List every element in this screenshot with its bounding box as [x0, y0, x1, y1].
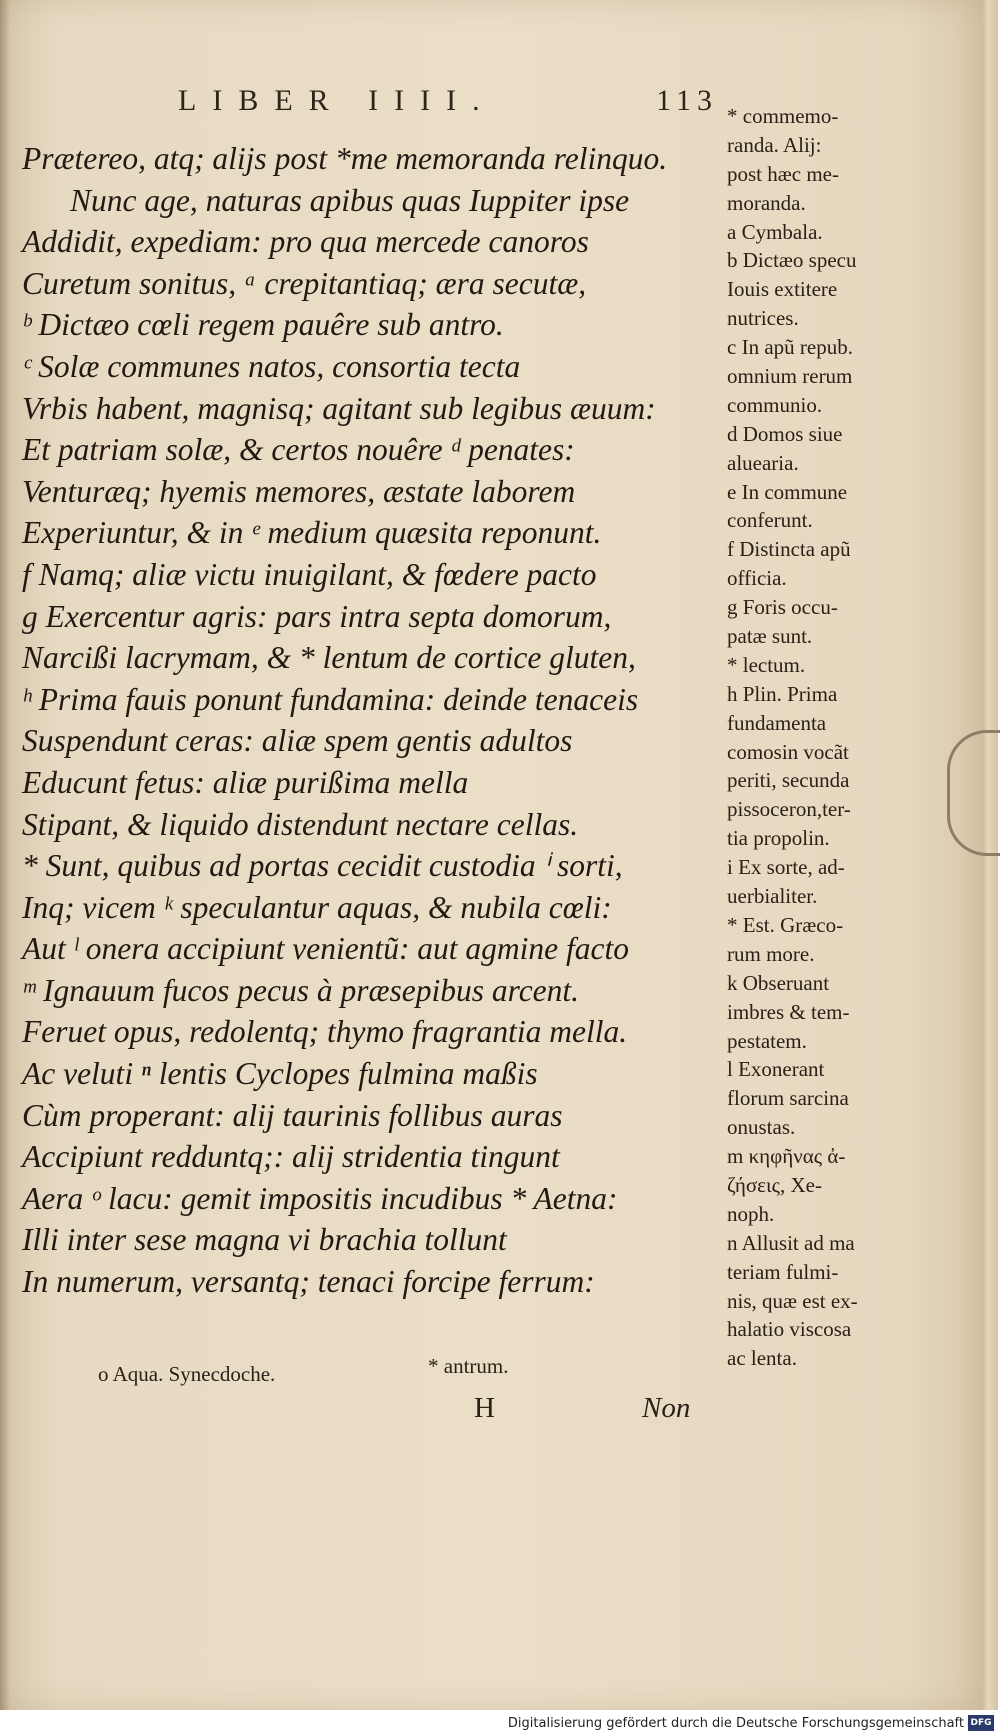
margin-note-line: randa. Alij:	[727, 132, 822, 157]
margin-note-line: e In commune	[727, 479, 848, 504]
margin-note-line: omnium rerum	[727, 364, 853, 389]
poem-line: Suspendunt ceras: aliæ spem gentis adultos	[22, 723, 573, 759]
signature-line	[474, 1392, 714, 1432]
poem-line: Ac veluti ⁿ lentis Cyclopes fulmina maßis	[22, 1056, 538, 1092]
margin-note-line: nis, quæ est ex-	[727, 1288, 858, 1313]
poem-line: Venturæq; hyemis memores, æstate laborem	[22, 473, 576, 509]
catchword: Non	[642, 1392, 691, 1424]
poem-line: Accipiunt redduntq;: alij stridentia tingunt	[22, 1139, 560, 1175]
poem-line: ʰ Prima fauis ponunt fundamina: deinde tenaceis	[22, 681, 639, 717]
margin-note-line: teriam fulmi-	[727, 1259, 839, 1284]
poem-line: Inq; vicem ᵏ speculantur aquas, & nubila cœli:	[22, 889, 612, 925]
margin-note-line: pestatem.	[727, 1028, 807, 1053]
poem-line: Prætereo, atq; alijs post *me memoranda relinquo.	[22, 141, 668, 176]
margin-note-line: fundamenta	[727, 710, 827, 735]
margin-note-line: i Ex sorte, ad-	[727, 855, 845, 880]
running-title: LIBER IIII.	[178, 84, 496, 117]
margin-note-line: onustas.	[727, 1115, 796, 1140]
margin-note-line: f Distincta apũ	[727, 537, 851, 562]
margin-note-line: tia propolin.	[727, 826, 830, 851]
margin-note-line: n Allusit ad ma	[727, 1230, 855, 1255]
poem-line: g Exercentur agris: pars intra septa domorum,	[22, 598, 612, 634]
poem-line: Educunt fetus: aliæ purißima mella	[22, 764, 469, 800]
margin-note-line: ac lenta.	[727, 1346, 797, 1371]
poem-line: Aera ᵒ lacu: gemit impositis incudibus * Aetna:	[22, 1180, 618, 1216]
poem-line: Narcißi lacrymam, & * lentum de cortice gluten,	[22, 640, 636, 676]
poem-text	[22, 138, 722, 1303]
margin-note-line: imbres & tem-	[727, 999, 850, 1024]
poem-line: Cùm properant: alij taurinis follibus auras	[22, 1097, 563, 1133]
footer-credit: Digitalisierung gefördert durch die Deutsche Forschungsgemeinschaft	[507, 1716, 964, 1731]
poem-line: Aut ˡ onera accipiunt venientũ: aut agmine facto	[22, 931, 630, 967]
margin-note-line: communio.	[727, 392, 823, 417]
margin-note-line: m κηφῆνας ἀ-	[727, 1144, 846, 1169]
poem-line: Nunc age, naturas apibus quas Iuppiter ipse	[70, 182, 630, 218]
margin-note-line: * commemo-	[727, 104, 839, 128]
margin-note-line: Iouis extitere	[727, 277, 838, 302]
margin-note-line: ζήσεις, Xe-	[727, 1172, 822, 1197]
poem-line: ᵇ Dictæo cœli regem pauêre sub antro.	[22, 307, 504, 343]
margin-note-line: patæ sunt.	[727, 624, 813, 649]
poem-line: ᵐ Ignauum fucos pecus à præsepibus arcent.	[22, 972, 580, 1008]
margin-note-line: l Exonerant	[727, 1057, 825, 1082]
poem-line: f Namq; aliæ victu inuigilant, & fœdere pacto	[22, 556, 597, 592]
bottom-note-right: * antrum.	[428, 1354, 509, 1378]
margin-note-line: moranda.	[727, 190, 806, 215]
poem-line: Experiuntur, & in ᵉ medium quæsita reponunt.	[22, 515, 602, 551]
book-clasp-mark	[947, 730, 1000, 856]
margin-note-line: k Obseruant	[727, 970, 830, 995]
margin-note-line: d Domos siue	[727, 421, 843, 446]
margin-note-line: pissoceron,ter-	[727, 797, 851, 822]
poem-line: Curetum sonitus, ᵃ crepitantiaq; æra secutæ,	[22, 265, 587, 301]
margin-note-line: nutrices.	[727, 306, 799, 331]
margin-note-line: comosin vocãt	[727, 739, 849, 764]
poem-line: Vrbis habent, magnisq; agitant sub legibus æuum:	[22, 390, 656, 426]
margin-note-line: * lectum.	[727, 652, 806, 677]
margin-note-line: c In apũ repub.	[727, 335, 853, 360]
margin-note-line: b Dictæo specu	[727, 248, 857, 273]
bottom-note-left: o Aqua. Synecdoche.	[98, 1362, 276, 1386]
margin-note-line: officia.	[727, 566, 787, 591]
margin-note-line: a Cymbala.	[727, 219, 823, 244]
margin-note-line: florum sarcina	[727, 1086, 849, 1111]
margin-note-line: periti, secunda	[727, 768, 850, 793]
poem-line: * Sunt, quibus ad portas cecidit custodia ⁱ sorti,	[22, 848, 623, 884]
poem-line: Stipant, & liquido distendunt nectare cellas.	[22, 806, 579, 842]
margin-notes	[727, 102, 907, 1373]
margin-note-line: * Est. Græco-	[727, 912, 844, 937]
margin-note-line: h Plin. Prima	[727, 681, 838, 706]
dfg-logo: DFG	[968, 1715, 994, 1731]
margin-note-line: noph.	[727, 1201, 775, 1226]
margin-note-line: rum more.	[727, 941, 815, 966]
poem-line: In numerum, versantq; tenaci forcipe ferrum:	[22, 1264, 595, 1300]
poem-line: Et patriam solæ, & certos nouêre ᵈ penates:	[22, 432, 575, 468]
footer-bar	[0, 1710, 1000, 1734]
page-number: 113	[656, 84, 718, 117]
poem-line: Feruet opus, redolentq; thymo fragrantia mella.	[22, 1014, 628, 1050]
poem-line: ᶜ Solæ communes natos, consortia tecta	[22, 348, 521, 384]
running-head	[178, 84, 718, 124]
margin-note-line: conferunt.	[727, 508, 813, 533]
margin-note-line: halatio viscosa	[727, 1317, 852, 1342]
poem-line: Addidit, expediam: pro qua mercede canoros	[22, 224, 589, 260]
margin-note-line: aluearia.	[727, 450, 799, 475]
gutter-shadow	[0, 0, 10, 1710]
margin-note-line: post hæc me-	[727, 161, 839, 186]
margin-note-line: g Foris occu-	[727, 595, 838, 620]
poem-line: Illi inter sese magna vi brachia tollunt	[22, 1222, 507, 1258]
margin-note-line: uerbialiter.	[727, 884, 818, 909]
signature-mark: H	[474, 1392, 495, 1424]
